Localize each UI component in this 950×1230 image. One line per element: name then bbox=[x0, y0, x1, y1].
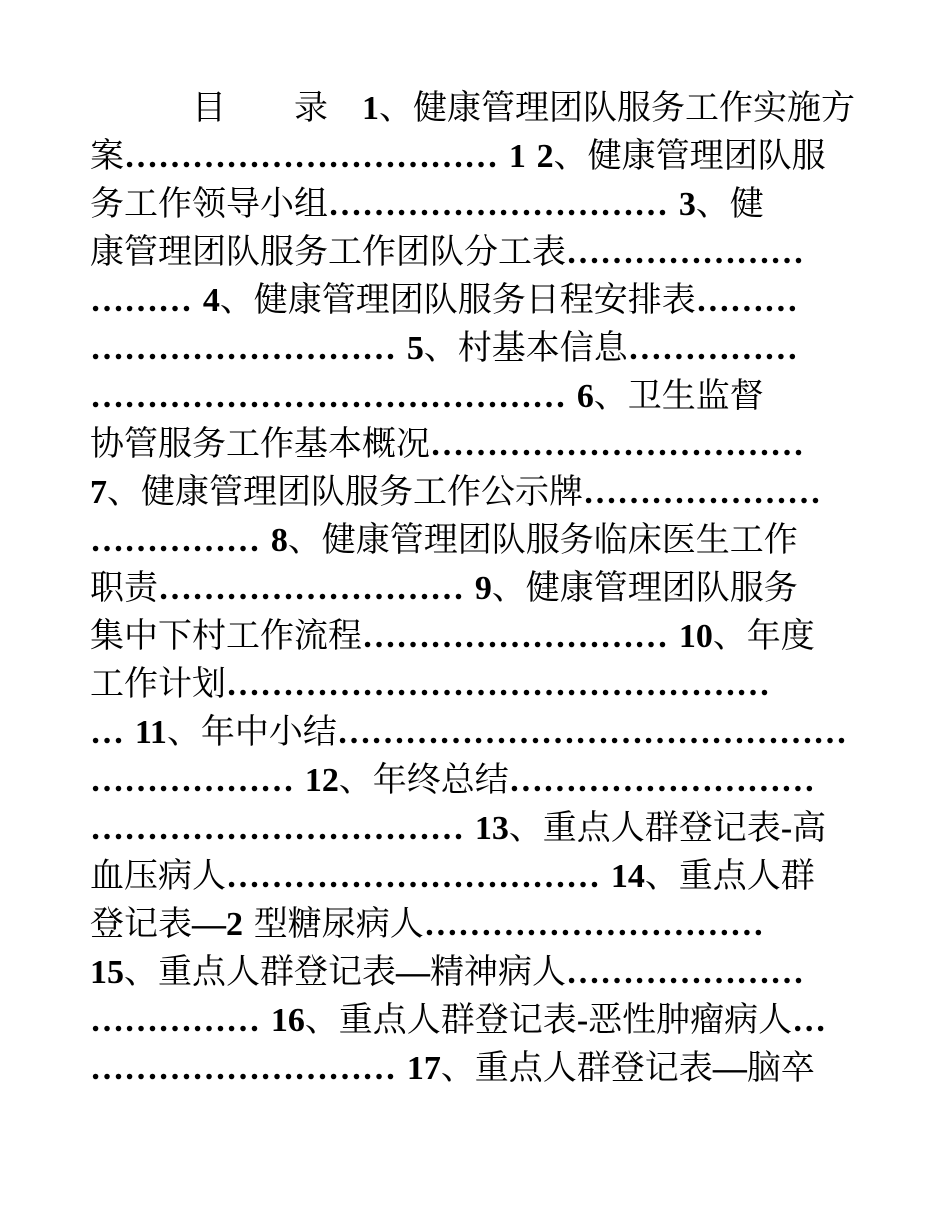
toc-line: 务工作领导小组………………………… 3、健 bbox=[90, 184, 764, 224]
toc-line: ……………………… 5、村基本信息…………… bbox=[90, 328, 798, 368]
toc-line: 职责……………………… 9、健康管理团队服务 bbox=[90, 568, 798, 608]
toc-line: 登记表—2 型糖尿病人………………………… bbox=[90, 904, 764, 944]
toc-line: …………… 8、健康管理团队服务临床医生工作 bbox=[90, 520, 798, 560]
toc-line: 目 录 1、健康管理团队服务工作实施方 bbox=[90, 88, 855, 128]
toc-line: 7、健康管理团队服务工作公示牌………………… bbox=[90, 472, 821, 512]
toc-line: 案…………………………… 1 2、健康管理团队服 bbox=[90, 136, 826, 176]
toc-line: …………………………… 13、重点人群登记表-高 bbox=[90, 808, 827, 848]
toc-line: ……… 4、健康管理团队服务日程安排表……… bbox=[90, 280, 798, 320]
toc-line: ……………………… 17、重点人群登记表—脑卒 bbox=[90, 1048, 815, 1088]
toc-line: …………… 16、重点人群登记表-恶性肿瘤病人… bbox=[90, 1000, 827, 1040]
toc-line: … 11、年中小结……………………………………… bbox=[90, 712, 847, 752]
toc-line: 血压病人…………………………… 14、重点人群 bbox=[90, 856, 815, 896]
toc-line: ……………… 12、年终总结……………………… bbox=[90, 760, 815, 800]
toc-line: …………………………………… 6、卫生监督 bbox=[90, 376, 764, 416]
toc-line: 15、重点人群登记表—精神病人………………… bbox=[90, 952, 804, 992]
toc-line: 工作计划………………………………………… bbox=[90, 664, 770, 704]
toc-line: 集中下村工作流程……………………… 10、年度 bbox=[90, 616, 815, 656]
toc-line: 康管理团队服务工作团队分工表………………… bbox=[90, 232, 804, 272]
toc-line: 协管服务工作基本概况…………………………… bbox=[90, 424, 804, 464]
